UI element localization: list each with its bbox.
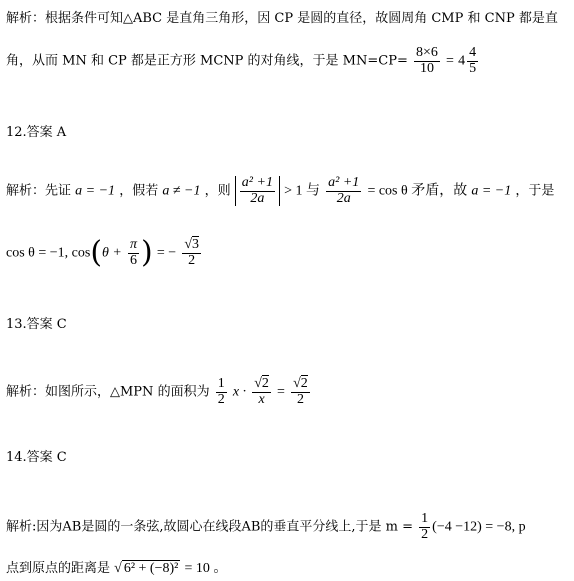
- q13-sqrt2b-radicand: 2: [300, 376, 308, 391]
- q13-equals: =: [277, 384, 285, 400]
- q13-prefix: 解析：如图所示，△MPN 的面积为: [6, 384, 210, 400]
- q14-l2-prefix: 点到原点的距离是: [6, 561, 111, 576]
- q14-expr: (−4 −12) = −8, p: [432, 519, 526, 535]
- q12-a-eq2: a = −1: [471, 183, 512, 199]
- q12-eq-neg: = −: [156, 245, 177, 261]
- q11-mixed-fraction: [467, 46, 478, 76]
- q13-result-numerator: √2: [293, 376, 308, 391]
- q13-sqrt2-numerator: √2: [254, 376, 269, 391]
- q14-half-denominator: 2: [421, 526, 429, 542]
- q11-mixed-whole: 4: [458, 53, 466, 69]
- q12-theta-plus: θ +: [102, 245, 122, 261]
- q11-mixed-denominator: 5: [469, 60, 477, 76]
- q12-six: 6: [130, 252, 138, 268]
- q11-fraction-numerator: 8×6: [416, 45, 438, 60]
- q11-line1: 解析：根据条件可知△ABC 是直角三角形，因 CP 是圆的直径，故圆周角 CMP 和 CNP 都是直: [6, 11, 558, 26]
- q11-line2: [6, 46, 480, 76]
- q12-sqrt3-radicand: 3: [192, 237, 200, 252]
- q14-line2: [6, 562, 227, 576]
- q11-equals: =: [446, 53, 454, 69]
- q12-sqrt3-fraction: [182, 238, 201, 268]
- q12-comma1: ，假若: [119, 183, 159, 199]
- q12-line1: [6, 176, 554, 206]
- q14-answer: 14.答案 C: [6, 450, 67, 465]
- q12-cos-eq: = cos θ 矛盾，故: [367, 183, 468, 199]
- q13-answer: 13.答案 C: [6, 317, 67, 332]
- q12-gt: > 1 与: [284, 183, 320, 199]
- q12-abs-value: [235, 176, 280, 206]
- q13-half-numerator: 1: [217, 376, 225, 391]
- q13-half-fraction: [216, 377, 227, 407]
- q14-radicand: 6² + (−8)²: [123, 561, 179, 576]
- q12-a-neq: a ≠ −1: [162, 183, 201, 199]
- q12-a-eq: a = −1: [75, 183, 116, 199]
- q13-result-fraction: [291, 377, 310, 407]
- q13-x-dot: x ·: [232, 384, 247, 400]
- q11-fraction-denominator: 10: [419, 60, 434, 76]
- q11-line2-prefix: 角，从而 MN 和 CP 都是正方形 MCNP 的对角线，于是 MN=CP=: [6, 53, 408, 69]
- q12-fraction2: [326, 176, 361, 206]
- q11-fraction: [414, 46, 440, 76]
- q12-answer: 12.答案 A: [6, 125, 67, 140]
- q14-result: = 10 。: [184, 561, 228, 576]
- q12-f2-denominator: 2a: [336, 190, 351, 206]
- q14-half-numerator: 1: [421, 511, 429, 526]
- q12-f2-numerator: a² +1: [328, 175, 360, 190]
- q14-half-fraction: [419, 512, 430, 542]
- q12-tail: ，于是: [515, 183, 555, 199]
- q12-l1-prefix: 解析：先证: [6, 183, 72, 199]
- q12-abs-fraction: [240, 176, 275, 206]
- q13-sqrt2a-radicand: 2: [261, 376, 269, 391]
- q12-abs-numerator: a² +1: [241, 175, 273, 190]
- q13-sqrt2-over-x: [252, 377, 271, 407]
- q12-pi-fraction: [128, 238, 139, 268]
- q12-cos-line-start: cos θ = −1, cos: [6, 245, 91, 261]
- q12-left-paren: (: [90, 235, 103, 271]
- q14-line1: [6, 512, 526, 542]
- q11-mixed-numerator: 4: [469, 45, 477, 60]
- q12-sqrt3-denominator: 2: [188, 252, 196, 268]
- q13-half-denominator: 2: [217, 391, 225, 407]
- q12-line2: [6, 235, 203, 271]
- q13-x-denominator: x: [258, 391, 265, 407]
- q12-pi: π: [130, 237, 138, 252]
- q13-line: [6, 377, 312, 407]
- q13-result-denominator: 2: [296, 391, 304, 407]
- q14-sqrt: √ 6² + (−8)²: [114, 561, 179, 576]
- q14-l1-prefix: 解析:因为AB是圆的一条弦,故圆心在线段AB的垂直平分线上,于是 m =: [6, 519, 414, 535]
- q12-right-paren: ): [141, 235, 153, 271]
- q12-comma2: ，则: [204, 183, 231, 199]
- q12-sqrt3-numerator: √3: [184, 237, 200, 252]
- q12-abs-denominator: 2a: [250, 190, 265, 206]
